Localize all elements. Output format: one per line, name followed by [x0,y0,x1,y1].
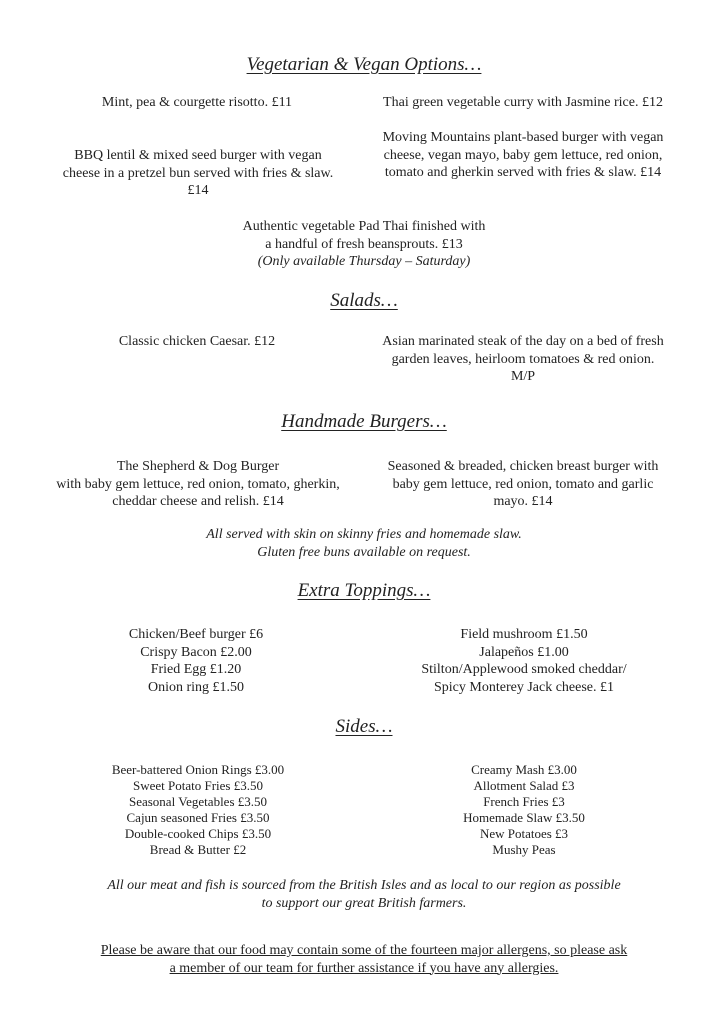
list-item: Bread & Butter £2 [149,842,247,857]
shepherd-line-1: The Shepherd & Dog Burger [116,459,280,474]
section-heading-vegetarian: Vegetarian & Vegan Options… [246,54,482,75]
bbq-burger-line-2: cheese in a pretzel bun served with fries & slaw. [62,165,334,181]
list-item: New Potatoes £3 [479,826,569,841]
pad-thai-line-2: a handful of fresh beansprouts. £13 [265,236,463,252]
steak-line-2: garden leaves, heirloom tomatoes & red onion. [391,351,655,367]
sides-right-list [374,762,674,858]
section-heading-salads: Salads… [330,290,398,311]
shepherd-line-2: with baby gem lettuce, red onion, tomato, gherkin, [56,476,340,492]
list-item: Stilton/Applewood smoked cheddar/ [421,662,627,677]
list-item: Allotment Salad £3 [473,778,575,793]
list-item: Beer-battered Onion Rings £3.00 [111,762,285,777]
menu-item-pad-thai [164,218,564,271]
toppings-left-list [46,626,346,696]
list-item: Onion ring £1.50 [147,679,245,695]
list-item: Fried Egg £1.20 [150,662,242,677]
list-item: Homemade Slaw £3.50 [463,810,585,825]
list-item: Seasonal Vegetables £3.50 [128,794,268,809]
allergen-line-1: Please be aware that our food may contain some of the fourteen major allergens, so please ask [100,943,628,958]
sides-left-list [48,762,348,858]
chicken-burger-line-1: Seasoned & breaded, chicken breast burger with [387,459,659,474]
menu-item-risotto: Mint, pea & courgette risotto. £11 [101,95,293,110]
list-item: Double-cooked Chips £3.50 [124,826,272,841]
section-heading-toppings: Extra Toppings… [297,580,431,601]
allergen-line-2: a member of our team for further assistance if you have any allergies. [169,960,559,976]
mm-burger-line-1: Moving Mountains plant-based burger with vegan [382,130,664,145]
steak-line-3: M/P [510,369,536,384]
sourcing-note [0,877,728,912]
menu-item-thai-curry: Thai green vegetable curry with Jasmine rice. £12 [383,95,663,110]
list-item: Mushy Peas [492,842,556,857]
menu-item-bbq-lentil-burger [28,147,368,200]
burger-note-line-1: All served with skin on skinny fries and homemade slaw. [206,527,522,542]
list-item: Spicy Monterey Jack cheese. £1 [434,679,614,695]
mm-burger-line-2: cheese, vegan mayo, baby gem lettuce, red onion, [383,147,663,163]
list-item: Chicken/Beef burger £6 [128,627,264,642]
menu-item-asian-steak [358,333,688,386]
list-item: Cajun seasoned Fries £3.50 [126,810,270,825]
toppings-right-list [374,626,674,696]
menu-item-chicken-burger [358,458,688,511]
list-item: French Fries £3 [483,794,565,809]
pad-thai-line-1: Authentic vegetable Pad Thai finished with [242,219,486,234]
chicken-burger-line-2: baby gem lettuce, red onion, tomato and garlic [392,476,654,492]
menu-item-caesar: Classic chicken Caesar. £12 [118,334,276,349]
burger-note-line-2: Gluten free buns available on request. [257,544,471,560]
list-item: Creamy Mash £3.00 [471,762,577,777]
section-heading-burgers: Handmade Burgers… [281,411,447,432]
mm-burger-line-3: tomato and gherkin served with fries & slaw. £14 [384,165,662,180]
section-heading-sides: Sides… [335,716,393,737]
burger-note [0,526,728,561]
sourcing-line-1: All our meat and fish is sourced from the British Isles and as local to our region as possible [107,878,621,893]
shepherd-line-3: cheddar cheese and relish. £14 [112,494,284,509]
list-item: Crispy Bacon £2.00 [140,644,252,660]
allergen-notice [0,942,728,977]
list-item: Jalapeños £1.00 [479,644,569,660]
steak-line-1: Asian marinated steak of the day on a bed of fresh [382,334,664,349]
sourcing-line-2: to support our great British farmers. [261,895,467,911]
menu-item-shepherd-dog-burger [28,458,368,511]
chicken-burger-line-3: mayo. £14 [493,494,553,509]
bbq-burger-line-3: £14 [187,183,209,198]
bbq-burger-line-1: BBQ lentil & mixed seed burger with vegan [74,148,322,163]
pad-thai-availability-note: (Only available Thursday – Saturday) [257,254,471,269]
list-item: Sweet Potato Fries £3.50 [133,778,263,793]
menu-item-moving-mountains-burger [358,129,688,182]
list-item: Field mushroom £1.50 [460,627,588,642]
